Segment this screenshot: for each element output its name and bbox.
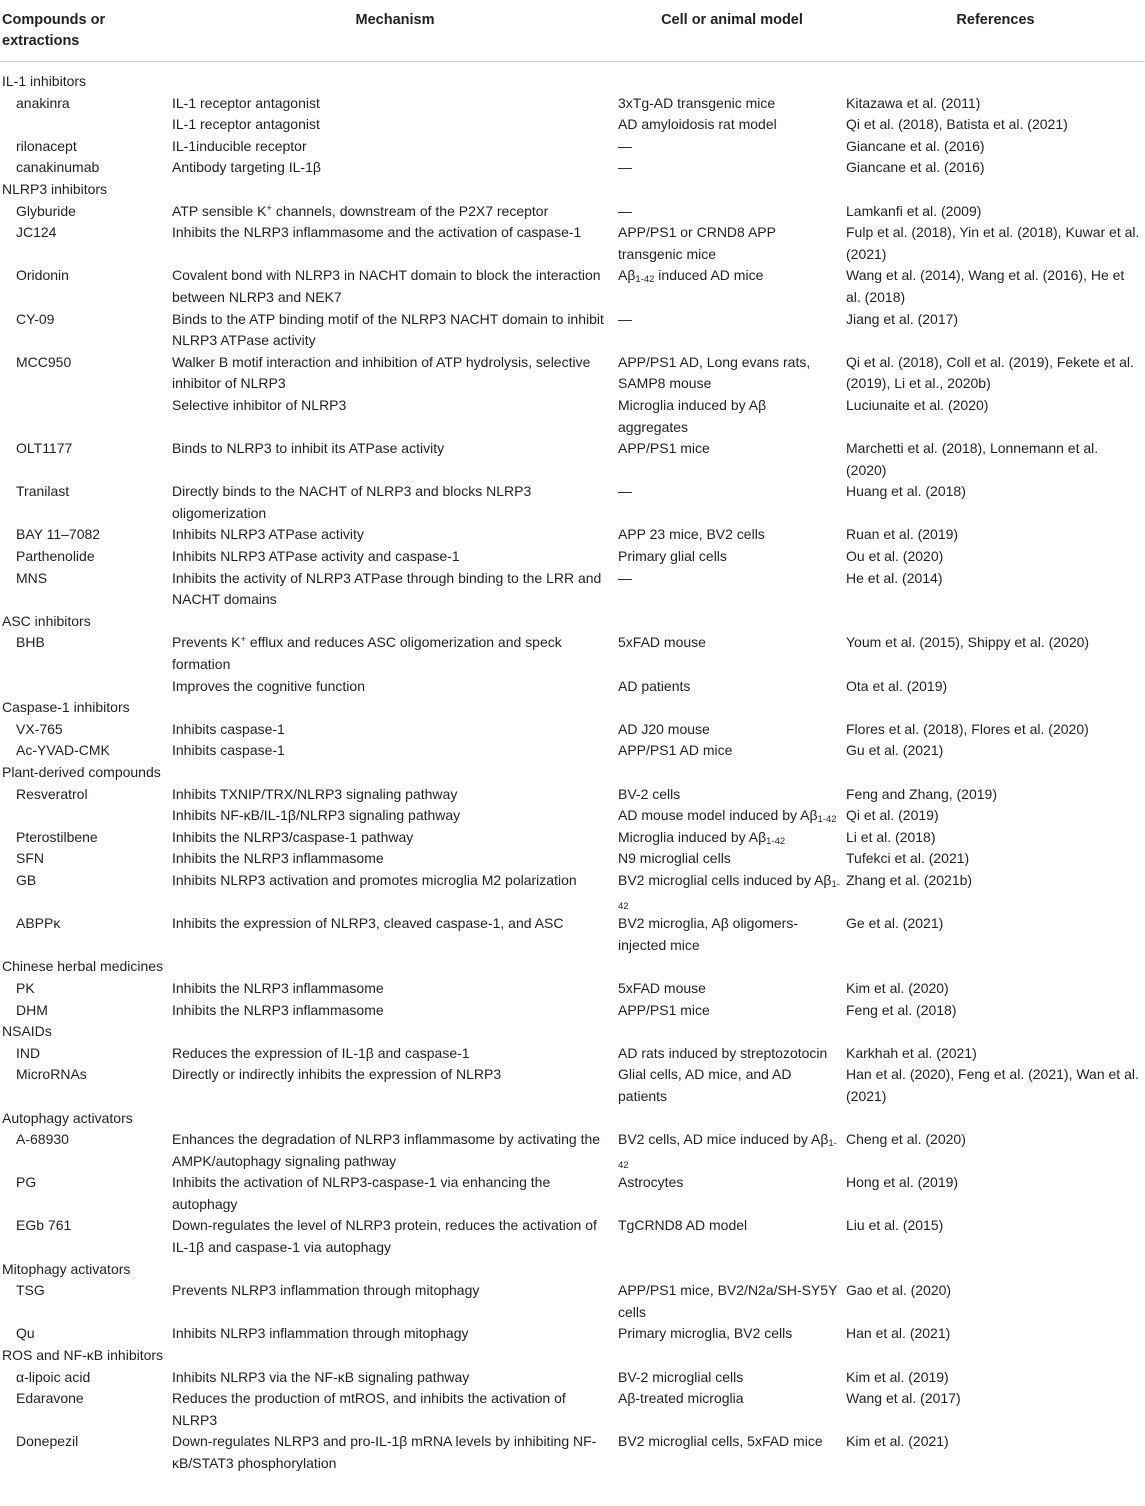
- references-cell: Kim et al. (2020): [846, 979, 949, 996]
- references-cell: Giancane et al. (2016): [846, 137, 985, 154]
- references-cell: Fulp et al. (2018), Yin et al. (2018), Kuwar et al. (2021): [846, 224, 1140, 262]
- compound-name: EGb 761: [16, 1217, 72, 1234]
- mechanism-cell: Binds to NLRP3 to inhibit its ATPase activity: [172, 440, 445, 457]
- mechanism-cell: Inhibits the NLRP3 inflammasome: [172, 979, 384, 996]
- group-row: [0, 697, 1145, 719]
- compound-name: Edaravone: [16, 1390, 84, 1407]
- mechanism-cell: Prevents NLRP3 inflammation through mitophagy: [172, 1282, 480, 1299]
- compound-name: Ac-YVAD-CMK: [16, 742, 110, 759]
- mechanism-cell: Reduces the expression of IL-1β and caspase-1: [172, 1044, 470, 1061]
- model-cell: 5xFAD mouse: [618, 634, 706, 651]
- table-row: [0, 136, 1145, 158]
- references-cell: Feng and Zhang, (2019): [846, 785, 997, 802]
- mechanism-cell: Inhibits the expression of NLRP3, cleaved caspase-1, and ASC: [172, 915, 564, 932]
- references-cell: Kim et al. (2021): [846, 1433, 949, 1450]
- model-cell: Glial cells, AD mice, and AD patients: [618, 1066, 792, 1104]
- mechanism-cell: Inhibits NLRP3 via the NF-κB signaling pathway: [172, 1368, 470, 1385]
- references-cell: Hong et al. (2019): [846, 1174, 959, 1191]
- model-cell: —: [618, 483, 632, 500]
- compound-name: MCC950: [16, 353, 72, 370]
- group-row: [0, 956, 1145, 978]
- table-row: [0, 740, 1145, 762]
- model-cell: BV-2 cells: [618, 785, 681, 802]
- mechanism-cell: IL-1 receptor antagonist: [172, 94, 320, 111]
- mechanism-cell: Covalent bond with NLRP3 in NACHT domain to block the interaction between NLRP3 and NEK7: [172, 267, 601, 305]
- model-cell: AD patients: [618, 677, 691, 694]
- mechanism-cell: Reduces the production of mtROS, and inhibits the activation of NLRP3: [172, 1390, 566, 1428]
- references-cell: Youm et al. (2015), Shippy et al. (2020): [846, 634, 1090, 651]
- table-row: [0, 1367, 1145, 1389]
- mechanism-cell: Inhibits the activation of NLRP3-caspase-1 via enhancing the autophagy: [172, 1174, 551, 1212]
- compound-name: MicroRNAs: [16, 1066, 87, 1083]
- group-row: [0, 1345, 1145, 1367]
- references-cell: Ou et al. (2020): [846, 548, 944, 565]
- references-cell: Qi et al. (2018), Batista et al. (2021): [846, 116, 1068, 133]
- references-cell: Qi et al. (2018), Coll et al. (2019), Fekete et al. (2019), Li et al., 2020b): [846, 353, 1134, 392]
- group-label: Autophagy activators: [2, 1109, 133, 1126]
- references-cell: Li et al. (2018): [846, 828, 936, 845]
- references-cell: Kim et al. (2019): [846, 1368, 949, 1385]
- model-cell: AD mouse model induced by $A\beta_{1-42}$: [618, 807, 837, 826]
- group-label: ASC inhibitors: [2, 612, 91, 629]
- compound-name: TSG: [16, 1282, 45, 1299]
- compound-name: BAY 11–7082: [16, 526, 101, 543]
- table-row: [0, 1323, 1145, 1345]
- table-row: [0, 1000, 1145, 1022]
- compound-name: Oridonin: [16, 267, 69, 284]
- group-row: [0, 1259, 1145, 1281]
- mechanism-cell: IL-1 receptor antagonist: [172, 116, 320, 133]
- mechanism-cell: Inhibits NLRP3 ATPase activity and caspase-1: [172, 548, 460, 565]
- model-cell: Microglia induced by Aβ aggregates: [618, 396, 767, 435]
- model-cell: Microglia induced by $A\beta_{1-42}$: [618, 828, 786, 847]
- model-cell: 5xFAD mouse: [618, 979, 706, 996]
- model-cell: BV2 microglial cells induced by $A\beta_{1-42}$: [618, 871, 840, 912]
- compound-name: canakinumab: [16, 159, 100, 176]
- references-cell: Ge et al. (2021): [846, 915, 944, 932]
- table-row: [0, 309, 1145, 352]
- mechanism-cell: Inhibits NLRP3 activation and promotes microglia M2 polarization: [172, 871, 577, 888]
- references-cell: Ruan et al. (2019): [846, 526, 959, 543]
- mechanism-cell: Down-regulates NLRP3 and pro-IL-1β mRNA levels by inhibiting NF-κB/STAT3 phosphorylation: [172, 1433, 597, 1471]
- table-row: [0, 352, 1145, 395]
- compound-name: A-68930: [16, 1131, 69, 1148]
- group-row: [0, 1108, 1145, 1130]
- compound-name: [0, 114, 172, 136]
- mechanism-cell: Inhibits NF-κB/IL-1β/NLRP3 signaling pathway: [172, 807, 461, 824]
- table-row: [0, 438, 1145, 481]
- compound-name: Parthenolide: [16, 548, 95, 565]
- compound-name: GB: [16, 871, 37, 888]
- mechanism-cell: Down-regulates the level of NLRP3 protein, reduces the activation of IL-1β and caspase-1 via autophagy: [172, 1217, 597, 1256]
- table-row: [0, 114, 1145, 136]
- group-label: Mitophagy activators: [2, 1260, 131, 1277]
- table-row: [0, 265, 1145, 308]
- model-cell: —: [618, 310, 632, 327]
- compound-name: PK: [16, 979, 35, 996]
- compound-name: MNS: [16, 569, 48, 586]
- group-row: [0, 611, 1145, 633]
- references-cell: Marchetti et al. (2018), Lonnemann et al. (2020): [846, 440, 1099, 478]
- references-cell: Ota et al. (2019): [846, 677, 948, 694]
- mechanism-cell: Inhibits NLRP3 ATPase activity: [172, 526, 364, 543]
- table-row: [0, 1431, 1145, 1474]
- references-cell: Han et al. (2020), Feng et al. (2021), Wan et al. (2021): [846, 1066, 1139, 1104]
- model-cell: APP 23 mice, BV2 cells: [618, 526, 765, 543]
- compound-name: Donepezil: [16, 1433, 79, 1450]
- model-cell: Primary microglia, BV2 cells: [618, 1325, 793, 1342]
- header-mechanism: Mechanism: [172, 0, 618, 62]
- references-cell: Wang et al. (2014), Wang et al. (2016), He et al. (2018): [846, 267, 1125, 305]
- model-cell: —: [618, 159, 632, 176]
- references-cell: Cheng et al. (2020): [846, 1131, 966, 1148]
- compound-name: BHB: [16, 634, 45, 651]
- group-row: [0, 1021, 1145, 1043]
- references-cell: Tufekci et al. (2021): [846, 850, 970, 867]
- header-compounds: Compounds or extractions: [0, 0, 172, 62]
- compound-name: [0, 676, 172, 698]
- table-row: [0, 546, 1145, 568]
- compound-name: Pterostilbene: [16, 828, 98, 845]
- references-cell: Lamkanfi et al. (2009): [846, 202, 982, 219]
- model-cell: 3xTg-AD transgenic mice: [618, 94, 776, 111]
- table-row: [0, 848, 1145, 870]
- mechanism-cell: Inhibits the NLRP3 inflammasome and the activation of caspase-1: [172, 224, 582, 241]
- compound-name: SFN: [16, 850, 44, 867]
- mechanism-cell: Inhibits the NLRP3/caspase-1 pathway: [172, 828, 414, 845]
- model-cell: APP/PS1 mice: [618, 1001, 710, 1018]
- table-header: [0, 0, 1145, 62]
- references-cell: Giancane et al. (2016): [846, 159, 985, 176]
- table-row: [0, 157, 1145, 179]
- table-row: [0, 1064, 1145, 1107]
- mechanism-cell: Directly binds to the NACHT of NLRP3 and blocks NLRP3 oligomerization: [172, 483, 532, 521]
- table-row: [0, 870, 1145, 913]
- mechanism-cell: Binds to the ATP binding motif of the NLRP3 NACHT domain to inhibit NLRP3 ATPase activity: [172, 310, 604, 349]
- table-row: [0, 568, 1145, 611]
- table-row: [0, 913, 1145, 956]
- table-body: [0, 62, 1145, 1475]
- mechanism-cell: Directly or indirectly inhibits the expression of NLRP3: [172, 1066, 502, 1083]
- mechanism-cell: Inhibits TXNIP/TRX/NLRP3 signaling pathway: [172, 785, 458, 802]
- compound-name: VX-765: [16, 720, 63, 737]
- model-cell: APP/PS1 mice: [618, 440, 710, 457]
- table-row: [0, 632, 1145, 675]
- references-cell: Qi et al. (2019): [846, 807, 939, 824]
- compound-name: Tranilast: [16, 483, 70, 500]
- compound-name: [0, 805, 172, 827]
- group-label: ROS and NF-κB inhibitors: [2, 1347, 164, 1364]
- group-label: NSAIDs: [2, 1023, 52, 1040]
- model-cell: $A\beta_{1-42}$ induced AD mice: [618, 267, 764, 286]
- group-label: NLRP3 inhibitors: [2, 180, 108, 197]
- model-cell: APP/PS1 AD, Long evans rats, SAMP8 mouse: [618, 353, 811, 392]
- model-cell: APP/PS1 or CRND8 APP transgenic mice: [618, 224, 776, 262]
- table-row: [0, 1388, 1145, 1431]
- references-cell: Feng et al. (2018): [846, 1001, 957, 1018]
- compound-name: Resveratrol: [16, 785, 88, 802]
- references-cell: Luciunaite et al. (2020): [846, 396, 989, 413]
- table-row: [0, 481, 1145, 524]
- model-cell: BV2 microglia, Aβ oligomers-injected mice: [618, 915, 799, 953]
- table-row: [0, 805, 1145, 827]
- table-row: [0, 719, 1145, 741]
- table-row: [0, 395, 1145, 438]
- table-row: [0, 1129, 1145, 1172]
- model-cell: TgCRND8 AD model: [618, 1217, 748, 1234]
- mechanism-cell: Inhibits the NLRP3 inflammasome: [172, 1001, 384, 1018]
- compound-name: OLT1177: [16, 440, 73, 457]
- group-row: [0, 762, 1145, 784]
- header-row: [0, 0, 1145, 62]
- model-cell: AD amyloidosis rat model: [618, 116, 777, 133]
- references-cell: Gu et al. (2021): [846, 742, 944, 759]
- compound-name: ABPPκ: [16, 915, 61, 932]
- model-cell: N9 microglial cells: [618, 850, 731, 867]
- model-cell: BV2 cells, AD mice induced by $A\beta_{1-42}$: [618, 1131, 837, 1171]
- compound-name: JC124: [16, 224, 57, 241]
- references-cell: Karkhah et al. (2021): [846, 1044, 977, 1061]
- group-label: IL-1 inhibitors: [2, 73, 87, 89]
- compound-name: α-lipoic acid: [16, 1368, 91, 1385]
- compound-name: rilonacept: [16, 137, 77, 154]
- table-row: [0, 201, 1145, 223]
- compound-name: [0, 395, 172, 438]
- model-cell: APP/PS1 mice, BV2/N2a/SH-SY5Y cells: [618, 1282, 838, 1320]
- table-row: [0, 978, 1145, 1000]
- table-row: [0, 827, 1145, 849]
- compound-name: PG: [16, 1174, 37, 1191]
- table-row: [0, 524, 1145, 546]
- references-cell: Liu et al. (2015): [846, 1217, 944, 1234]
- table-row: [0, 93, 1145, 115]
- compound-name: Qu: [16, 1325, 35, 1342]
- references-cell: Kitazawa et al. (2011): [846, 94, 981, 111]
- model-cell: AD J20 mouse: [618, 720, 710, 737]
- references-cell: Zhang et al. (2021b): [846, 871, 973, 888]
- mechanism-cell: Selective inhibitor of NLRP3: [172, 396, 347, 413]
- mechanism-cell: IL-1inducible receptor: [172, 137, 307, 154]
- references-cell: Han et al. (2021): [846, 1325, 951, 1342]
- model-cell: APP/PS1 AD mice: [618, 742, 733, 759]
- table-row: [0, 676, 1145, 698]
- references-cell: Jiang et al. (2017): [846, 310, 959, 327]
- references-cell: Huang et al. (2018): [846, 483, 966, 500]
- header-references: References: [846, 0, 1145, 62]
- header-model: Cell or animal model: [618, 0, 846, 62]
- model-cell: —: [618, 569, 632, 586]
- model-cell: —: [618, 137, 632, 154]
- mechanism-cell: Walker B motif interaction and inhibition of ATP hydrolysis, selective inhibitor of NLRP3: [172, 353, 591, 392]
- mechanism-cell: Inhibits caspase-1: [172, 720, 285, 737]
- mechanism-cell: Antibody targeting IL-1β: [172, 159, 321, 176]
- group-label: Caspase-1 inhibitors: [2, 699, 130, 716]
- mechanism-cell: Enhances the degradation of NLRP3 inflammasome by activating the AMPK/autophagy signaling pathway: [172, 1131, 601, 1169]
- mechanism-cell: ATP sensible K+ channels, downstream of the P2X7 receptor: [172, 202, 549, 219]
- mechanism-cell: Prevents K+ efflux and reduces ASC oligomerization and speck formation: [172, 634, 562, 673]
- model-cell: BV2 microglial cells, 5xFAD mice: [618, 1433, 823, 1450]
- model-cell: Aβ-treated microglia: [618, 1390, 744, 1407]
- references-cell: Flores et al. (2018), Flores et al. (2020): [846, 720, 1089, 737]
- table-row: [0, 1043, 1145, 1065]
- table-row: [0, 222, 1145, 265]
- table-row: [0, 1280, 1145, 1323]
- mechanism-cell: Inhibits caspase-1: [172, 742, 285, 759]
- group-label: Plant-derived compounds: [2, 764, 161, 780]
- references-cell: He et al. (2014): [846, 569, 943, 586]
- references-cell: Gao et al. (2020): [846, 1282, 952, 1299]
- compound-name: IND: [16, 1044, 41, 1061]
- mechanism-cell: Inhibits NLRP3 inflammation through mitophagy: [172, 1325, 469, 1342]
- group-row: [0, 62, 1145, 93]
- model-cell: BV-2 microglial cells: [618, 1368, 744, 1385]
- model-cell: AD rats induced by streptozotocin: [618, 1044, 828, 1061]
- compound-name: CY-09: [16, 310, 55, 327]
- references-cell: Wang et al. (2017): [846, 1390, 961, 1407]
- compound-name: DHM: [16, 1001, 48, 1018]
- group-row: [0, 179, 1145, 201]
- mechanism-cell: Inhibits the activity of NLRP3 ATPase through binding to the LRR and NACHT domains: [172, 569, 602, 608]
- table-row: [0, 784, 1145, 806]
- model-cell: Primary glial cells: [618, 548, 727, 565]
- model-cell: Astrocytes: [618, 1174, 684, 1191]
- group-label: Chinese herbal medicines: [2, 958, 164, 975]
- compound-name: anakinra: [16, 94, 70, 111]
- mechanism-cell: Inhibits the NLRP3 inflammasome: [172, 850, 384, 867]
- model-cell: —: [618, 202, 632, 219]
- table-row: [0, 1172, 1145, 1215]
- table-row: [0, 1215, 1145, 1258]
- mechanism-cell: Improves the cognitive function: [172, 677, 365, 694]
- compound-name: Glyburide: [16, 202, 76, 219]
